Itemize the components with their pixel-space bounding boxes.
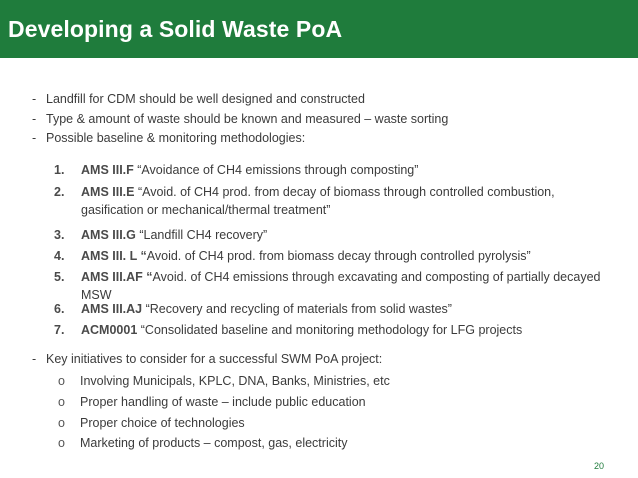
methodology-item: [54, 268, 614, 304]
initiative-text: Involving Municipals, KPLC, DNA, Banks, Ministries, etc: [80, 374, 390, 388]
methodology-text: Avoid. of CH4 prod. from biomass decay through controlled pyrolysis”: [146, 249, 531, 263]
circle-marker: o: [58, 395, 65, 409]
methodology-number: 2.: [54, 185, 65, 199]
methodology-number: 7.: [54, 323, 65, 337]
methodology-code: AMS III.AJ: [81, 302, 143, 316]
bullet-key-initiatives: [32, 352, 382, 366]
methodology-text: “Recovery and recycling of materials from solid wastes”: [142, 302, 452, 316]
circle-marker: o: [58, 416, 65, 430]
bullet-text: Possible baseline & monitoring methodologies:: [46, 131, 306, 145]
bullet-landfill: [32, 92, 365, 106]
methodology-item: [54, 161, 614, 179]
bullet-text: Key initiatives to consider for a successful SWM PoA project:: [46, 352, 383, 366]
methodology-code: ACM0001: [81, 323, 138, 337]
page-number: 20: [594, 461, 605, 471]
bullet-text: Landfill for CDM should be well designed and constructed: [46, 92, 365, 106]
methodology-number: 5.: [54, 270, 65, 284]
initiative-item: [58, 436, 347, 450]
initiative-text: Proper choice of technologies: [80, 416, 245, 430]
methodology-item: [54, 247, 614, 265]
bullet-text: Type & amount of waste should be known and measured – waste sorting: [46, 112, 449, 126]
methodology-text: “Consolidated baseline and monitoring methodology for LFG projects: [137, 323, 523, 337]
methodology-text: “Avoidance of CH4 emissions through composting”: [133, 163, 419, 177]
methodology-item: [54, 321, 614, 339]
title-bar: [0, 0, 638, 58]
bullet-marker: -: [32, 131, 37, 145]
methodology-number: 1.: [54, 163, 65, 177]
methodology-number: 3.: [54, 228, 65, 242]
bullet-waste-type: [32, 112, 448, 126]
initiative-text: Proper handling of waste – include public education: [80, 395, 366, 409]
bullet-methodologies: [32, 131, 305, 145]
initiative-item: [58, 395, 366, 409]
initiative-item: [58, 374, 390, 388]
methodology-text: Avoid. of CH4 emissions through excavating and composting of partially decayed MSW: [81, 270, 601, 302]
bullet-marker: -: [32, 112, 37, 126]
circle-marker: o: [58, 436, 65, 450]
bullet-marker: -: [32, 92, 37, 106]
methodology-code: AMS III.F: [81, 163, 134, 177]
methodology-text: “Avoid. of CH4 prod. from decay of biomass through controlled combustion, gasification or mechanical/thermal treatment”: [81, 185, 555, 217]
methodology-code: AMS III.AF “: [81, 270, 153, 284]
methodology-item: [54, 226, 614, 244]
methodology-code: AMS III.G: [81, 228, 136, 242]
methodology-number: 6.: [54, 302, 65, 316]
methodology-code: AMS III.E: [81, 185, 135, 199]
slide-title: Developing a Solid Waste PoA: [8, 15, 343, 42]
methodology-code: AMS III. L “: [81, 249, 147, 263]
methodology-text: “Landfill CH4 recovery”: [135, 228, 268, 242]
initiative-item: [58, 416, 245, 430]
initiative-text: Marketing of products – compost, gas, electricity: [80, 436, 348, 450]
methodology-item: [54, 183, 614, 219]
circle-marker: o: [58, 374, 65, 388]
methodology-number: 4.: [54, 249, 65, 263]
methodology-item: [54, 300, 614, 318]
bullet-marker: -: [32, 352, 37, 366]
